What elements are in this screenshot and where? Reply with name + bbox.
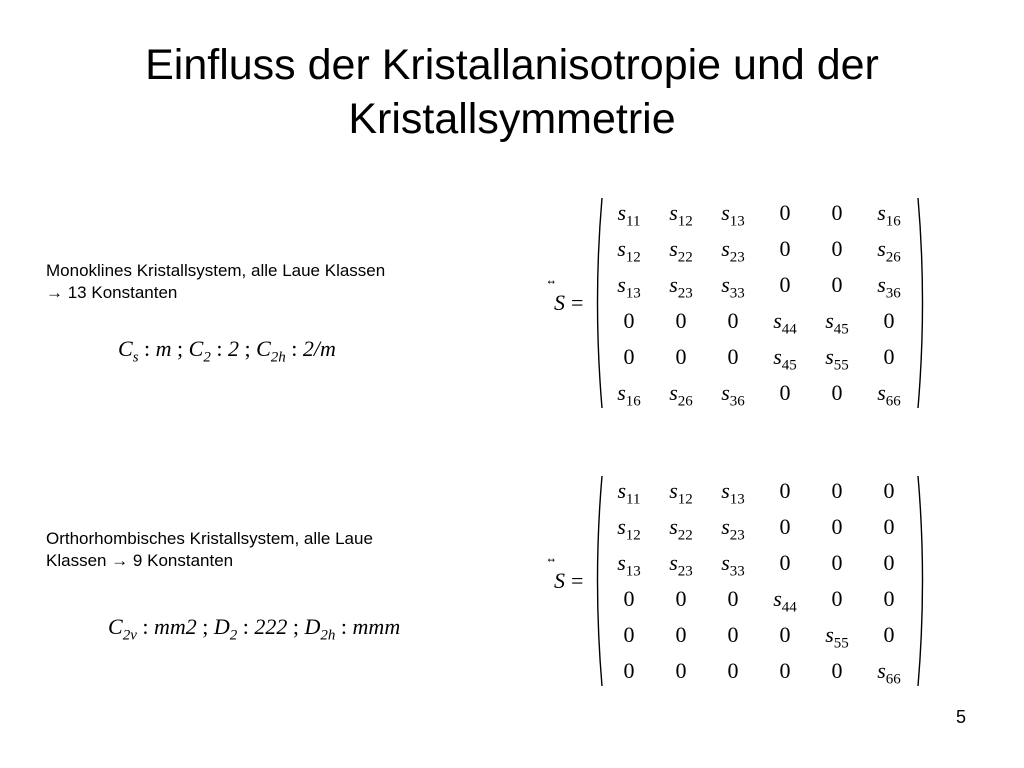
page-number: 5	[955, 707, 966, 727]
point-group-separator: :	[138, 336, 156, 361]
matrix-cell: 0	[883, 344, 895, 369]
matrix-cell: $s_{55}$	[825, 622, 849, 652]
slide-title	[0, 38, 1024, 146]
matrix-cell: $s_{33}$	[721, 272, 745, 302]
point-group-notation: 2/m	[302, 336, 336, 361]
point-group-subscript: 2h	[320, 627, 336, 644]
matrix-cell: $s_{33}$	[721, 550, 745, 580]
matrix-cell: 0	[779, 236, 791, 261]
matrix-cell: 0	[831, 236, 843, 261]
point-group-term	[304, 614, 401, 644]
matrix-cell: $s_{13}$	[721, 200, 745, 230]
matrix-cell: 0	[779, 514, 791, 539]
matrix-cell: $s_{22}$	[669, 514, 693, 544]
matrix-cell: 0	[675, 308, 687, 333]
matrix-cell: 0	[727, 308, 739, 333]
point-group-subscript: 2	[229, 627, 238, 644]
orthorhombic-description-line-2: Klassen → 9 Konstanten	[46, 551, 234, 570]
monoclinic-point-groups-formula	[118, 336, 336, 366]
monoclinic-matrix-lhs	[554, 290, 583, 316]
matrix-cell: 0	[831, 478, 843, 503]
matrix-cell: $s_{13}$	[721, 478, 745, 508]
matrix-cell: $s_{22}$	[669, 236, 693, 266]
matrix-cell: 0	[831, 658, 843, 683]
point-group-symbol: D	[213, 614, 230, 639]
matrix-cell: $s_{12}$	[617, 236, 641, 266]
matrix-cell: 0	[831, 380, 843, 405]
right-parenthesis	[916, 196, 928, 412]
matrix-cell: 0	[883, 478, 895, 503]
matrix-cell: 0	[727, 658, 739, 683]
left-parenthesis	[592, 196, 604, 412]
point-group-notation: mmm	[352, 614, 401, 639]
point-group-term	[108, 614, 197, 644]
matrix-cell: $s_{55}$	[825, 344, 849, 374]
matrix-cell: $s_{66}$	[877, 658, 901, 688]
monoclinic-description	[46, 260, 385, 304]
matrix-cell: 0	[883, 586, 895, 611]
matrix-cell: 0	[675, 622, 687, 647]
term-separator: ;	[287, 614, 305, 639]
point-group-notation: 2	[227, 336, 239, 361]
point-group-subscript: 2v	[122, 627, 137, 644]
point-group-subscript: s	[132, 349, 139, 366]
orthorhombic-matrix-lhs	[554, 568, 583, 594]
matrix-cell: 0	[623, 622, 635, 647]
matrix-cell: $s_{45}$	[773, 344, 797, 374]
matrix-cell: $s_{13}$	[617, 550, 641, 580]
point-group-separator: :	[136, 614, 154, 639]
matrix-cell: 0	[675, 586, 687, 611]
matrix-cell: 0	[779, 478, 791, 503]
point-group-term	[256, 336, 336, 366]
matrix-cell: $s_{36}$	[721, 380, 745, 410]
monoclinic-description-line-1: Monoklines Kristallsystem, alle Laue Klassen	[46, 261, 386, 280]
matrix-cell: 0	[623, 344, 635, 369]
matrix-cell: 0	[727, 586, 739, 611]
right-parenthesis	[916, 474, 928, 690]
matrix-cell: $s_{66}$	[877, 380, 901, 410]
matrix-cell: $s_{23}$	[669, 550, 693, 580]
matrix-cell: $s_{23}$	[669, 272, 693, 302]
matrix-cell: $s_{44}$	[773, 308, 797, 338]
matrix-cell: 0	[779, 272, 791, 297]
matrix-cell: $s_{44}$	[773, 586, 797, 616]
matrix-cell: 0	[883, 308, 895, 333]
matrix-cell: 0	[779, 380, 791, 405]
matrix-cell: 0	[831, 514, 843, 539]
orthorhombic-description	[46, 528, 373, 572]
monoclinic-compliance-matrix	[592, 196, 928, 412]
monoclinic-description-line-2: → 13 Konstanten	[46, 283, 178, 302]
point-group-separator: :	[335, 614, 353, 639]
matrix-cell: 0	[623, 658, 635, 683]
orthorhombic-point-groups-formula	[108, 614, 400, 644]
matrix-cell: $s_{36}$	[877, 272, 901, 302]
matrix-cell: 0	[779, 658, 791, 683]
point-group-term	[213, 614, 288, 644]
term-separator: ;	[171, 336, 189, 361]
point-group-separator: :	[285, 336, 303, 361]
term-separator: ;	[238, 336, 257, 361]
matrix-cell: $s_{11}$	[617, 200, 641, 230]
matrix-cell: $s_{26}$	[669, 380, 693, 410]
equals-sign: =	[571, 568, 584, 593]
matrix-cell: $s_{16}$	[877, 200, 901, 230]
matrix-cell: 0	[831, 586, 843, 611]
point-group-subscript: 2h	[270, 349, 286, 366]
matrix-cell: 0	[623, 308, 635, 333]
slide-title-line-2: Kristallsymmetrie	[348, 95, 676, 143]
slide-title-line-1: Einfluss der Kristallanisotropie und der	[145, 41, 879, 89]
matrix-cell: 0	[779, 200, 791, 225]
matrix-cell: $s_{13}$	[617, 272, 641, 302]
matrix-cell: 0	[675, 658, 687, 683]
matrix-cell: $s_{16}$	[617, 380, 641, 410]
matrix-cell: 0	[831, 200, 843, 225]
matrix-cell: $s_{45}$	[825, 308, 849, 338]
matrix-symbol: S	[554, 290, 565, 315]
point-group-symbol: C	[188, 336, 204, 361]
point-group-notation: mm2	[153, 614, 197, 639]
matrix-cell: $s_{12}$	[617, 514, 641, 544]
matrix-cell: $s_{26}$	[877, 236, 901, 266]
point-group-notation: 222	[254, 614, 288, 639]
point-group-term	[188, 336, 239, 366]
point-group-symbol: C	[108, 614, 123, 639]
point-group-symbol: C	[118, 336, 133, 361]
matrix-cell: 0	[883, 514, 895, 539]
matrix-cell: $s_{12}$	[669, 200, 693, 230]
matrix-cell: 0	[883, 550, 895, 575]
equals-sign: =	[571, 290, 584, 315]
point-group-symbol: D	[304, 614, 321, 639]
term-separator: ;	[196, 614, 214, 639]
left-parenthesis	[592, 474, 604, 690]
matrix-cell: 0	[623, 586, 635, 611]
matrix-cell: $s_{23}$	[721, 236, 745, 266]
matrix-cell: 0	[675, 344, 687, 369]
point-group-subscript: 2	[203, 349, 211, 366]
matrix-cell: 0	[779, 622, 791, 647]
matrix-cell: 0	[883, 622, 895, 647]
point-group-symbol: C	[256, 336, 271, 361]
matrix-symbol: S	[554, 568, 565, 593]
matrix-cell: $s_{11}$	[617, 478, 641, 508]
orthorhombic-compliance-matrix	[592, 474, 928, 690]
matrix-cell: 0	[727, 622, 739, 647]
matrix-cell: 0	[831, 550, 843, 575]
matrix-cell: 0	[831, 272, 843, 297]
point-group-notation: m	[155, 336, 172, 361]
matrix-cell: 0	[727, 344, 739, 369]
matrix-cell: 0	[779, 550, 791, 575]
orthorhombic-description-line-1: Orthorhombisches Kristallsystem, alle Laue	[46, 529, 373, 548]
matrix-cell: $s_{12}$	[669, 478, 693, 508]
point-group-separator: :	[210, 336, 228, 361]
point-group-term	[118, 336, 172, 366]
point-group-separator: :	[237, 614, 255, 639]
matrix-cell: $s_{23}$	[721, 514, 745, 544]
